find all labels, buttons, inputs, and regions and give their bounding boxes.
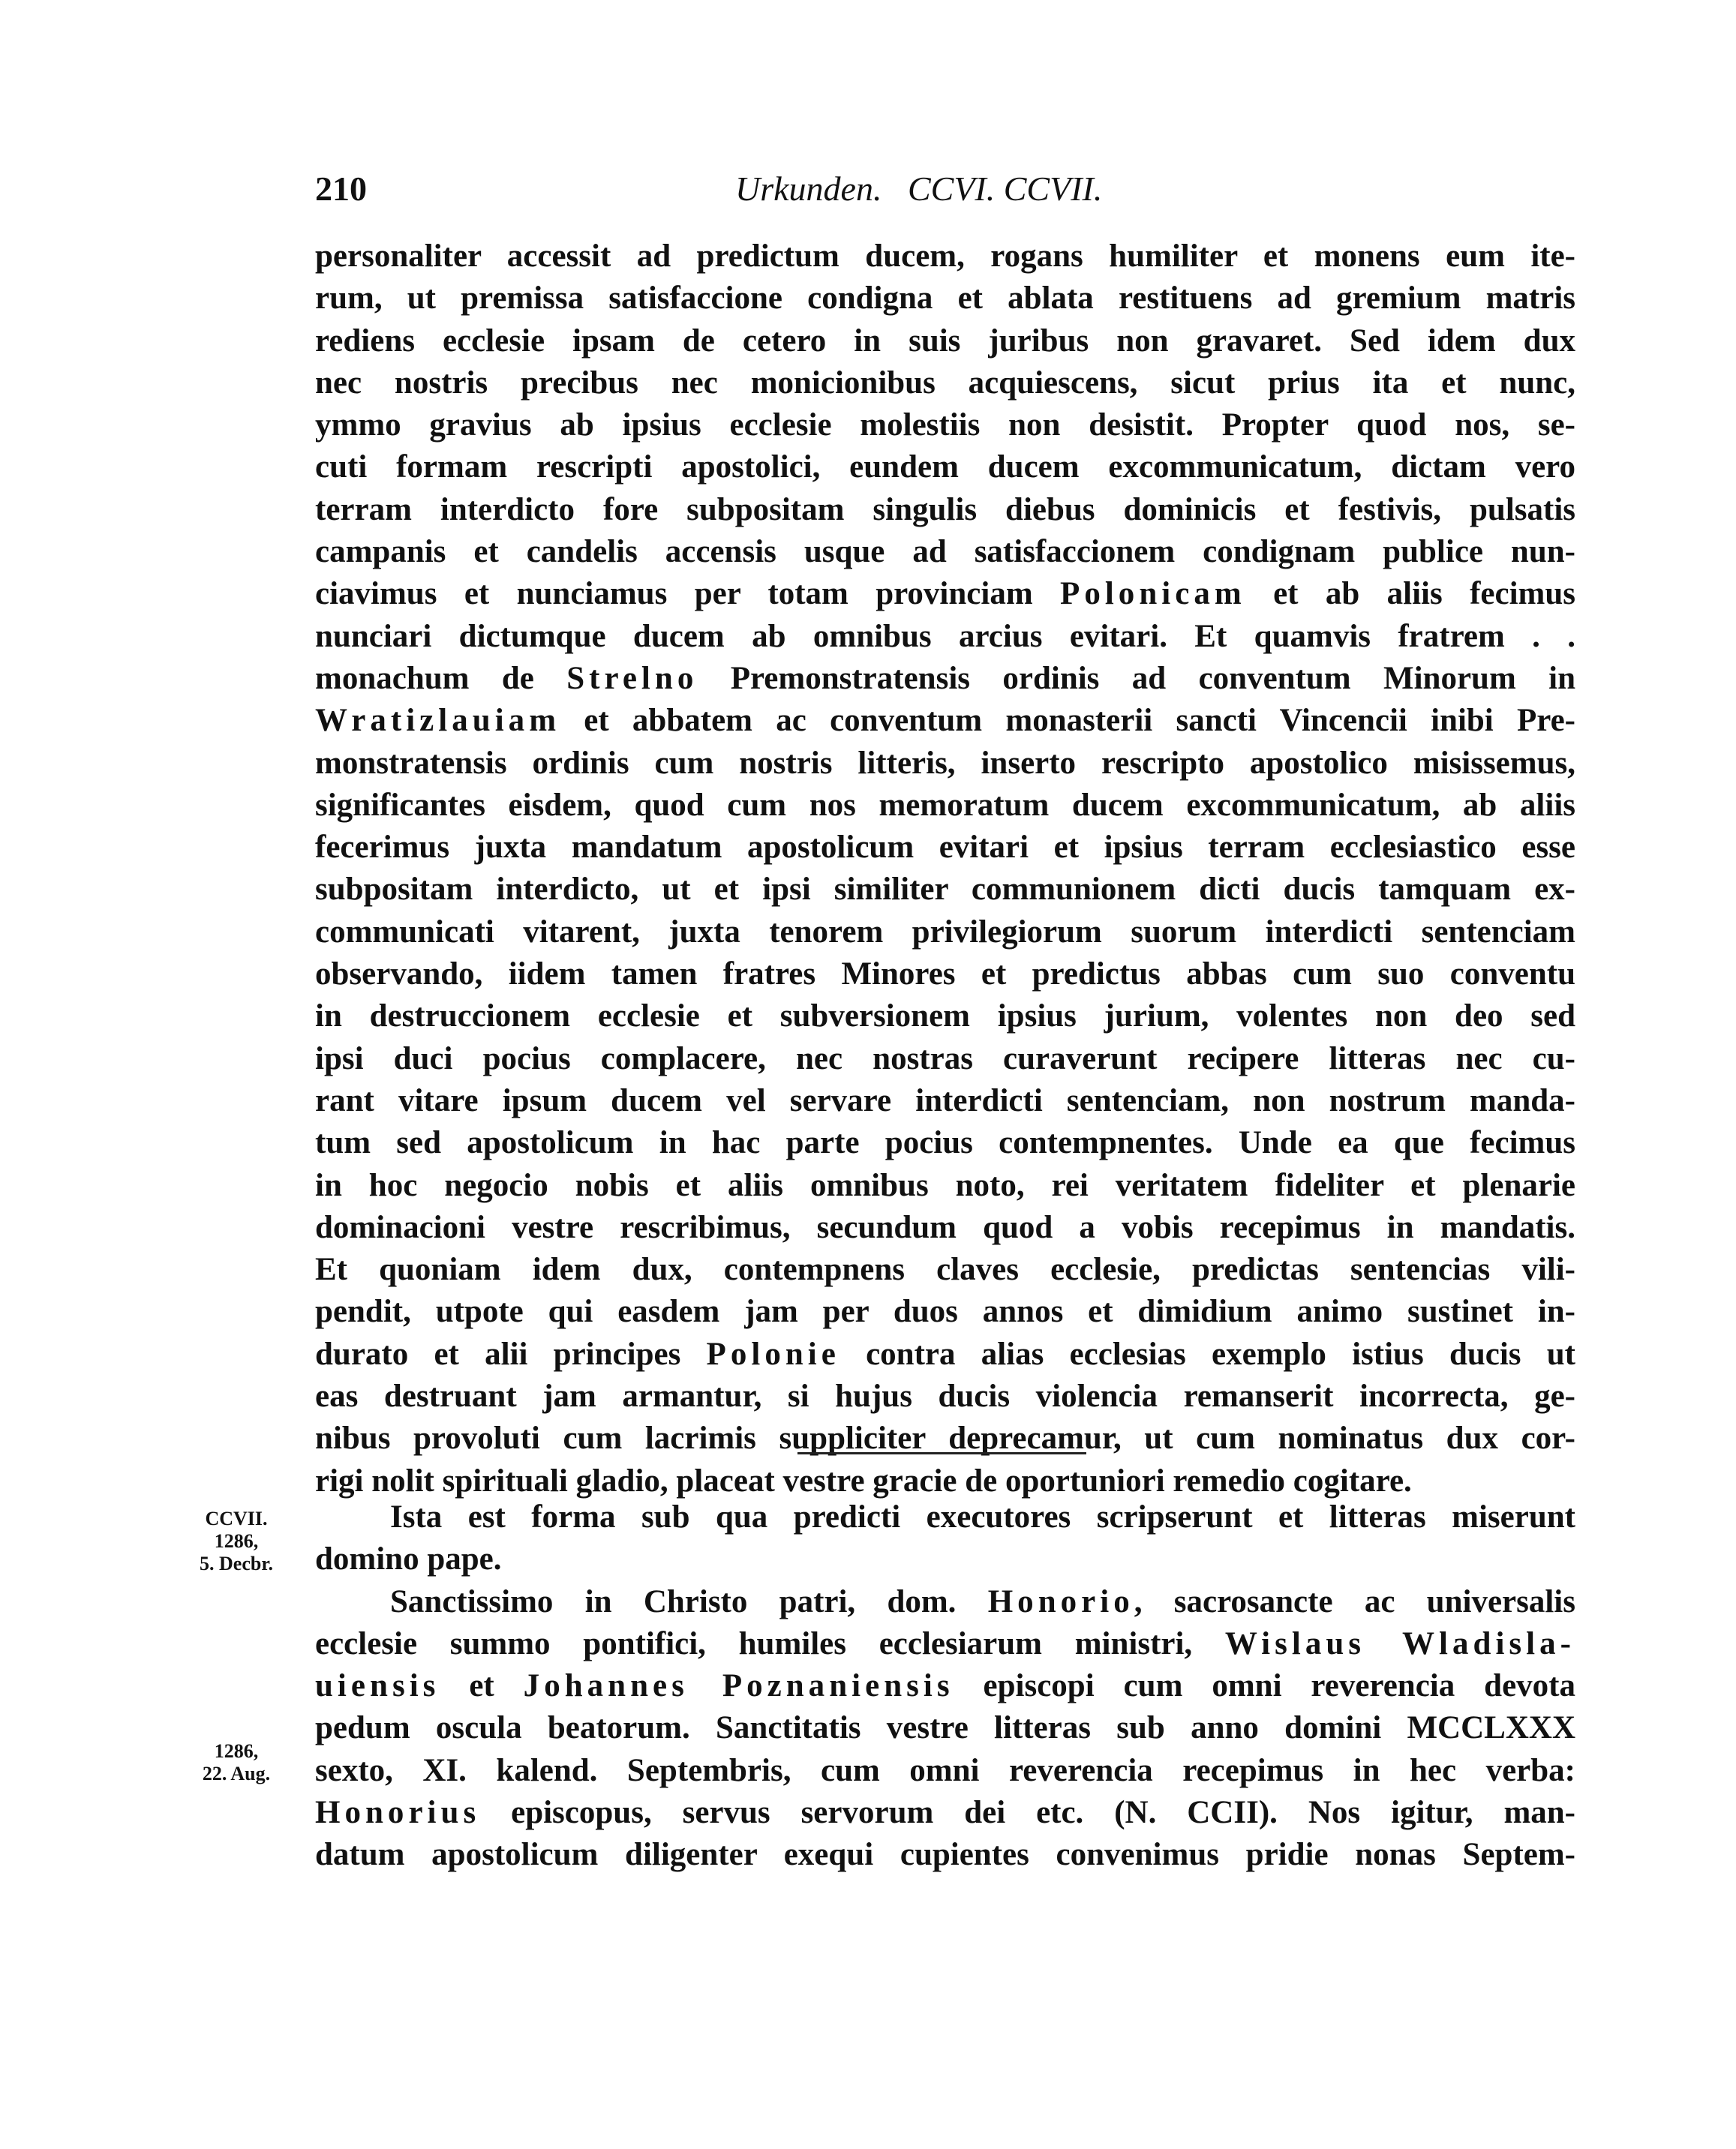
section-divider [797, 1452, 1086, 1454]
text-line: rant vitare ipsum ducem vel servare interdicti sentenciam, non nostrum manda- [315, 1082, 1575, 1118]
text-line: ymmo gravius ab ipsius ecclesie molestiis non desistit. Propter quod nos, se- [315, 407, 1575, 443]
text-line [315, 1581, 1575, 1623]
text-fragment: contra alias ecclesias exemplo istius ducis ut [839, 1336, 1576, 1372]
text-line: campanis et candelis accensis usque ad satisfaccionem condignam publice nun- [315, 534, 1575, 570]
text-line: fecerimus juxta mandatum apostolicum evitari et ipsius terram ecclesiastico esse [315, 830, 1575, 866]
spaced-name: uiensis [315, 1668, 440, 1704]
reference-date: 22. Aug. [202, 1763, 271, 1784]
text-line [315, 1665, 1575, 1707]
running-title: Urkunden. CCVI. CCVII. [735, 170, 1103, 208]
text-line: domino pape. [315, 1541, 502, 1577]
reference-year: 1286, [214, 1740, 259, 1762]
text-line: rum, ut premissa satisfaccione condigna et ablata restituens ad gremium matris [315, 281, 1575, 317]
document-date: 5. Decbr. [200, 1553, 273, 1574]
text-line: in hoc negocio nobis et aliis omnibus noto, rei veritatem fideliter et plenarie [315, 1167, 1575, 1203]
text-line [315, 1792, 1575, 1834]
text-fragment: Premonstratensis ordinis ad conventum Minorum in [698, 660, 1576, 696]
text-line: pendit, utpote qui easdem jam per duos annos et dimidium animo sustinet in- [315, 1294, 1575, 1330]
spaced-name: Johannes Poznaniensis [523, 1668, 954, 1704]
text-line: in destruccionem ecclesie et subversionem ipsius jurium, volentes non deo sed [315, 998, 1575, 1034]
text-line [315, 1623, 1575, 1665]
text-fragment: episcopus, servus servorum dei etc. (N. CCII). Nos igitur, man- [480, 1795, 1575, 1831]
text-line: Et quoniam idem dux, contempnens claves ecclesie, predictas sentencias vili- [315, 1252, 1575, 1288]
text-line: datum apostolicum diligenter exequi cupientes convenimus pridie nonas Septem- [315, 1837, 1575, 1873]
reference-date-margin-note [173, 1740, 300, 1785]
text-line: terram interdicto fore subpositam singulis diebus dominicis et festivis, pulsatis [315, 491, 1575, 527]
text-line: rediens ecclesie ipsam de cetero in suis juribus non gravaret. Sed idem dux [315, 323, 1575, 359]
text-line: sexto, XI. kalend. Septembris, cum omni reverencia recepimus in hec verba: [315, 1752, 1575, 1788]
text-fragment: et ab aliis fecimus [1245, 576, 1575, 612]
text-line [315, 1334, 1575, 1376]
spaced-name: Polonicam [1060, 576, 1246, 612]
text-fragment: episcopi cum omni reverencia devota [954, 1668, 1575, 1704]
document-year: 1286, [214, 1530, 259, 1552]
text-line: personaliter accessit ad predictum ducem, rogans humiliter et monens eum ite- [315, 239, 1575, 274]
text-line: ipsi duci pocius complacere, nec nostras curaverunt recipere litteras nec cu- [315, 1040, 1575, 1076]
page-header [315, 167, 1575, 212]
text-fragment: monachum de [315, 660, 534, 696]
spaced-name: Wislaus Wladisla- [1224, 1625, 1575, 1661]
text-line: Ista est forma sub qua predicti executores scripserunt et litteras miserunt [390, 1499, 1575, 1535]
text-line: significantes eisdem, quod cum nos memoratum ducem excommunicatum, ab aliis [315, 787, 1575, 823]
text-fragment: et abbatem ac conventum monasterii sancti Vincencii inibi Pre- [560, 703, 1575, 739]
text-fragment: durato et alii principes [315, 1336, 681, 1372]
document-ccvi-text [315, 236, 1575, 1502]
text-line: communicati vitarent, juxta tenorem privilegiorum suorum interdicti sentenciam [315, 914, 1575, 950]
spaced-name: Wratizlauiam [315, 703, 561, 739]
text-line: dominacioni vestre rescribimus, secundum quod a vobis recepimus in mandatis. [315, 1209, 1575, 1245]
text-line: observando, iidem tamen fratres Minores et predictus abbas cum suo conventu [315, 956, 1575, 992]
text-fragment: et [440, 1668, 524, 1704]
text-fragment: ciavimus et nunciamus per totam provinciam [315, 576, 1033, 612]
spaced-name: Strelno [566, 660, 698, 696]
text-line: rigi nolit spirituali gladio, placeat vestre gracie de oportuniori remedio cogitare. [315, 1463, 1412, 1499]
text-line: nunciari dictumque ducem ab omnibus arcius evitari. Et quamvis fratrem . . [315, 618, 1575, 654]
text-fragment: ecclesie summo pontifici, humiles ecclesiarum ministri, [315, 1625, 1225, 1661]
document-number-margin-note [173, 1508, 300, 1575]
text-line: pedum oscula beatorum. Sanctitatis vestre litteras sub anno domini MCCLXXX [315, 1710, 1575, 1746]
text-fragment: Sanctissimo in Christo patri, dom. [390, 1583, 988, 1619]
page-number: 210 [315, 170, 367, 208]
spaced-name: Honorius [315, 1795, 481, 1831]
text-line [315, 658, 1575, 700]
text-line: cuti formam rescripti apostolici, eundem ducem excommunicatum, dictam vero [315, 449, 1575, 485]
spaced-name: Honorio [987, 1583, 1134, 1619]
text-line: monstratensis ordinis cum nostris litteris, inserto rescripto apostolico misissemus, [315, 745, 1575, 781]
text-line [315, 700, 1575, 742]
text-fragment: , sacrosancte ac universalis [1134, 1583, 1575, 1619]
spaced-name: Polonie [706, 1336, 840, 1372]
text-line: nibus provoluti cum lacrimis suppliciter deprecamur, ut cum nominatus dux cor- [315, 1421, 1575, 1457]
text-line [315, 573, 1575, 615]
document-ccvii-text [315, 1496, 1575, 1877]
text-line: eas destruant jam armantur, si hujus ducis violencia remanserit incorrecta, ge- [315, 1379, 1575, 1415]
text-line: tum sed apostolicum in hac parte pocius contempnentes. Unde ea que fecimus [315, 1125, 1575, 1161]
text-line: nec nostris precibus nec monicionibus acquiescens, sicut prius ita et nunc, [315, 365, 1575, 401]
document-number: CCVII. [205, 1508, 268, 1529]
text-line: subpositam interdicto, ut et ipsi similiter communionem dicti ducis tamquam ex- [315, 872, 1575, 908]
